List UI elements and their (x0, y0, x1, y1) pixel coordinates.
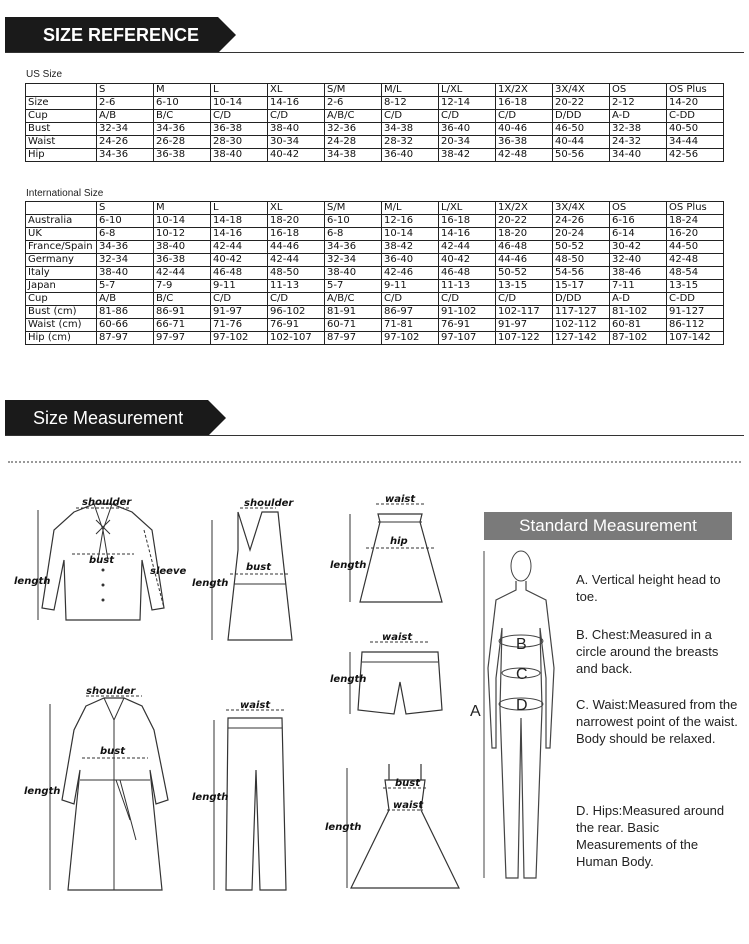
table-cell: 60-71 (325, 319, 382, 332)
size-measurement-banner (5, 400, 208, 436)
table-cell: 16-18 (268, 228, 325, 241)
shirt-shoulder-label: shoulder (82, 497, 132, 508)
table-cell: 42-44 (211, 241, 268, 254)
shirt-sleeve-label: sleeve (150, 566, 187, 577)
table-cell: 40-42 (268, 149, 325, 162)
table-cell: 87-97 (97, 332, 154, 345)
dotted-divider (8, 461, 741, 463)
pants-length-label: length (192, 792, 229, 803)
table-cell: OS Plus (667, 84, 724, 97)
note-a-text: Vertical height head to toe. (576, 572, 721, 604)
table-row (26, 267, 724, 280)
table-row (26, 110, 724, 123)
table-cell: 24-26 (553, 215, 610, 228)
table-cell: XL (268, 202, 325, 215)
table-cell: 36-38 (154, 149, 211, 162)
note-b-key: B. (576, 627, 589, 642)
table-cell: D/DD (553, 110, 610, 123)
table-cell: 42-44 (439, 241, 496, 254)
note-d (576, 802, 741, 870)
table-cell: 11-13 (268, 280, 325, 293)
row-label-cell (26, 84, 97, 97)
note-b-text: Chest:Measured in a circle around the breasts and back. (576, 627, 719, 676)
table-cell: 50-52 (496, 267, 553, 280)
table-cell: 6-10 (97, 215, 154, 228)
table-cell: 97-102 (382, 332, 439, 345)
us-size-caption: US Size (26, 69, 63, 80)
note-c (576, 696, 741, 747)
table-cell: 14-16 (268, 97, 325, 110)
vest-shoulder-label: shoulder (244, 498, 294, 509)
table-cell: C/D (382, 293, 439, 306)
table-cell: 40-46 (496, 123, 553, 136)
table-cell: 34-36 (97, 241, 154, 254)
vest-bust-label: bust (246, 562, 272, 573)
table-row (26, 254, 724, 267)
table-cell: C/D (211, 293, 268, 306)
row-label-cell: Australia (26, 215, 97, 228)
table-cell: 8-12 (382, 97, 439, 110)
note-d-text: Hips:Measured around the rear. Basic Measurements of the Human Body. (576, 803, 725, 869)
row-label-cell: Hip (cm) (26, 332, 97, 345)
table-cell: A/B/C (325, 293, 382, 306)
table-cell: 30-42 (610, 241, 667, 254)
table-cell: 34-40 (610, 149, 667, 162)
shirt-bust-label: bust (89, 555, 115, 566)
table-cell: 117-127 (553, 306, 610, 319)
table-row (26, 293, 724, 306)
table-cell: 28-30 (211, 136, 268, 149)
table-cell: 46-50 (553, 123, 610, 136)
row-label-cell: Hip (26, 149, 97, 162)
table-cell: 86-112 (667, 319, 724, 332)
table-cell: C-DD (667, 110, 724, 123)
row-label-cell: France/Spain (26, 241, 97, 254)
table-cell: 3X/4X (553, 202, 610, 215)
row-label-cell: Bust (26, 123, 97, 136)
table-row (26, 136, 724, 149)
table-cell: 28-32 (382, 136, 439, 149)
table-row (26, 319, 724, 332)
vest-diagram (190, 490, 320, 645)
table-cell: 18-24 (667, 215, 724, 228)
table-cell: 38-40 (211, 149, 268, 162)
table-cell: 11-13 (439, 280, 496, 293)
table-cell: 42-48 (496, 149, 553, 162)
table-cell: C/D (439, 110, 496, 123)
table-cell: 13-15 (496, 280, 553, 293)
table-cell: 6-8 (325, 228, 382, 241)
table-row (26, 228, 724, 241)
table-cell: C-DD (667, 293, 724, 306)
row-label-cell: Cup (26, 293, 97, 306)
note-c-text: Waist:Measured from the narrowest point of the waist. Body should be relaxed. (576, 697, 738, 746)
table-cell: C/D (496, 110, 553, 123)
table-cell: 12-14 (439, 97, 496, 110)
table-cell: 50-56 (553, 149, 610, 162)
table-cell: D/DD (553, 293, 610, 306)
table-cell: 24-26 (97, 136, 154, 149)
table-cell: 50-52 (553, 241, 610, 254)
table-cell: 42-48 (667, 254, 724, 267)
table-cell: 20-24 (553, 228, 610, 241)
note-d-key: D. (576, 803, 589, 818)
table-cell: C/D (268, 293, 325, 306)
table-cell: A-D (610, 293, 667, 306)
table-cell: 96-102 (268, 306, 325, 319)
size-reference-title: SIZE REFERENCE (43, 25, 200, 45)
table-row (26, 332, 724, 345)
table-cell: 91-97 (496, 319, 553, 332)
table-cell: 38-42 (382, 241, 439, 254)
table-cell: 66-71 (154, 319, 211, 332)
table-cell: 40-42 (211, 254, 268, 267)
table-cell: 14-16 (439, 228, 496, 241)
table-cell: 10-14 (382, 228, 439, 241)
table-cell: S (97, 202, 154, 215)
row-label-cell: Size (26, 97, 97, 110)
table-cell: 38-40 (268, 123, 325, 136)
coat-diagram (20, 680, 190, 900)
pants-waist-label: waist (240, 700, 271, 711)
table-cell: 38-40 (97, 267, 154, 280)
table-cell: 91-97 (211, 306, 268, 319)
table-cell: M (154, 202, 211, 215)
table-cell: 127-142 (553, 332, 610, 345)
dress-bust-label: bust (395, 778, 421, 789)
table-cell: 6-10 (325, 215, 382, 228)
table-cell: 2-12 (610, 97, 667, 110)
table-cell: 44-50 (667, 241, 724, 254)
skirt-hip-label: hip (390, 536, 408, 547)
table-cell: A/B (97, 110, 154, 123)
row-label-cell: Italy (26, 267, 97, 280)
table-cell: M/L (382, 202, 439, 215)
table-cell: 34-44 (667, 136, 724, 149)
table-cell: 5-7 (97, 280, 154, 293)
table-cell: 76-91 (268, 319, 325, 332)
table-row (26, 149, 724, 162)
row-label-cell: Japan (26, 280, 97, 293)
table-cell: OS Plus (667, 202, 724, 215)
size-measurement-title: Size Measurement (33, 408, 184, 428)
table-cell: L/XL (439, 84, 496, 97)
table-cell: 14-16 (211, 228, 268, 241)
table-cell: 34-36 (97, 149, 154, 162)
table-cell: 44-46 (496, 254, 553, 267)
table-cell: 32-34 (97, 254, 154, 267)
table-cell: 36-38 (211, 123, 268, 136)
table-cell: 102-117 (496, 306, 553, 319)
table-cell: 42-44 (154, 267, 211, 280)
table-cell: 14-20 (667, 97, 724, 110)
table-cell: 32-36 (325, 123, 382, 136)
dress-length-label: length (325, 822, 362, 833)
table-cell: 38-40 (325, 267, 382, 280)
table-cell: 36-38 (154, 254, 211, 267)
table-cell: 71-76 (211, 319, 268, 332)
row-label-cell (26, 202, 97, 215)
table-cell: 16-18 (439, 215, 496, 228)
table-cell: 13-15 (667, 280, 724, 293)
table-cell: 48-50 (553, 254, 610, 267)
row-label-cell: Germany (26, 254, 97, 267)
table-cell: 81-86 (97, 306, 154, 319)
table-cell: 18-20 (268, 215, 325, 228)
table-cell: 1X/2X (496, 84, 553, 97)
table-cell: 9-11 (382, 280, 439, 293)
table-cell: 40-42 (439, 254, 496, 267)
pants-diagram (190, 700, 320, 900)
standard-measurement-title: Standard Measurement (484, 512, 732, 540)
table-cell: 32-34 (97, 123, 154, 136)
table-cell: 48-54 (667, 267, 724, 280)
row-label-cell: Waist (26, 136, 97, 149)
table-cell: 36-40 (382, 149, 439, 162)
table-cell: 32-38 (610, 123, 667, 136)
shorts-length-label: length (330, 674, 367, 685)
dress-diagram (325, 750, 465, 900)
table-cell: 10-14 (154, 215, 211, 228)
table-cell: 34-38 (325, 149, 382, 162)
table-cell: 16-20 (667, 228, 724, 241)
table-cell: 34-36 (325, 241, 382, 254)
table-cell: 3X/4X (553, 84, 610, 97)
coat-shoulder-label: shoulder (86, 686, 136, 697)
table-cell: 24-32 (610, 136, 667, 149)
table-cell: OS (610, 202, 667, 215)
table-cell: 86-91 (154, 306, 211, 319)
shirt-diagram (14, 490, 194, 640)
table-cell: 7-11 (610, 280, 667, 293)
note-a-key: A. (576, 572, 589, 587)
dress-waist-label: waist (393, 800, 424, 811)
table-row (26, 241, 724, 254)
table-cell: 81-91 (325, 306, 382, 319)
table-cell: XL (268, 84, 325, 97)
table-cell: 20-34 (439, 136, 496, 149)
table-cell: 38-42 (439, 149, 496, 162)
table-row (26, 123, 724, 136)
table-cell: M/L (382, 84, 439, 97)
table-cell: 42-46 (382, 267, 439, 280)
table-cell: 91-102 (439, 306, 496, 319)
table-cell: 16-18 (496, 97, 553, 110)
table-cell: 60-81 (610, 319, 667, 332)
row-label-cell: UK (26, 228, 97, 241)
table-cell: 87-102 (610, 332, 667, 345)
table-cell: 2-6 (97, 97, 154, 110)
table-cell: 9-11 (211, 280, 268, 293)
table-cell: 36-40 (439, 123, 496, 136)
table-cell: 15-17 (553, 280, 610, 293)
row-label-cell: Waist (cm) (26, 319, 97, 332)
body-letter-b: B (516, 636, 527, 653)
table-cell: A-D (610, 110, 667, 123)
body-letter-c: C (516, 666, 528, 683)
table-cell: OS (610, 84, 667, 97)
table-cell: 32-34 (325, 254, 382, 267)
table-cell: L (211, 202, 268, 215)
size-reference-banner (5, 17, 218, 53)
table-cell: 34-36 (154, 123, 211, 136)
table-cell: 6-8 (97, 228, 154, 241)
table-cell: 38-46 (610, 267, 667, 280)
shorts-waist-label: waist (382, 632, 413, 643)
row-label-cell: Bust (cm) (26, 306, 97, 319)
table-cell: 6-10 (154, 97, 211, 110)
table-cell: 87-97 (325, 332, 382, 345)
table-cell: 86-97 (382, 306, 439, 319)
table-cell: 54-56 (553, 267, 610, 280)
body-letter-d: D (516, 697, 528, 714)
human-body-diagram (466, 548, 566, 893)
note-c-key: C. (576, 697, 589, 712)
table-cell: B/C (154, 110, 211, 123)
table-cell: 91-127 (667, 306, 724, 319)
international-size-table (25, 201, 724, 345)
coat-length-label: length (24, 786, 61, 797)
table-cell: 36-40 (382, 254, 439, 267)
shorts-diagram (330, 630, 455, 720)
table-cell: 38-40 (154, 241, 211, 254)
divider (5, 435, 744, 436)
row-label-cell: Cup (26, 110, 97, 123)
table-cell: C/D (211, 110, 268, 123)
table-cell: C/D (268, 110, 325, 123)
coat-bust-label: bust (100, 746, 126, 757)
table-cell: 97-107 (439, 332, 496, 345)
note-a (576, 571, 741, 605)
table-cell: 42-56 (667, 149, 724, 162)
table-cell: 36-38 (496, 136, 553, 149)
table-row (26, 215, 724, 228)
table-cell: 32-40 (610, 254, 667, 267)
table-header-row (26, 202, 724, 215)
table-cell: A/B/C (325, 110, 382, 123)
table-cell: 34-38 (382, 123, 439, 136)
table-cell: 97-97 (154, 332, 211, 345)
table-cell: 81-102 (610, 306, 667, 319)
table-cell: 46-48 (496, 241, 553, 254)
table-cell: 44-46 (268, 241, 325, 254)
us-size-table (25, 83, 724, 162)
table-cell: S (97, 84, 154, 97)
skirt-waist-label: waist (385, 494, 416, 505)
table-cell: 18-20 (496, 228, 553, 241)
table-cell: C/D (382, 110, 439, 123)
skirt-diagram (330, 492, 450, 612)
table-cell: M (154, 84, 211, 97)
table-cell: 42-44 (268, 254, 325, 267)
table-cell: 6-16 (610, 215, 667, 228)
vest-length-label: length (192, 578, 229, 589)
table-cell: 10-14 (211, 97, 268, 110)
table-cell: 2-6 (325, 97, 382, 110)
table-cell: A/B (97, 293, 154, 306)
table-cell: 76-91 (439, 319, 496, 332)
body-letter-a: A (470, 703, 481, 720)
table-cell: 107-122 (496, 332, 553, 345)
table-cell: 30-34 (268, 136, 325, 149)
table-cell: 97-102 (211, 332, 268, 345)
table-cell: 102-112 (553, 319, 610, 332)
table-cell: 48-50 (268, 267, 325, 280)
international-size-caption: International Size (26, 188, 104, 199)
table-cell: B/C (154, 293, 211, 306)
table-header-row (26, 84, 724, 97)
table-cell: C/D (439, 293, 496, 306)
table-cell: 14-18 (211, 215, 268, 228)
table-cell: 1X/2X (496, 202, 553, 215)
table-cell: 24-28 (325, 136, 382, 149)
table-cell: 107-142 (667, 332, 724, 345)
table-cell: 20-22 (496, 215, 553, 228)
table-cell: 60-66 (97, 319, 154, 332)
table-cell: 26-28 (154, 136, 211, 149)
table-cell: 71-81 (382, 319, 439, 332)
table-cell: 46-48 (439, 267, 496, 280)
table-row (26, 97, 724, 110)
table-cell: L/XL (439, 202, 496, 215)
table-cell: 7-9 (154, 280, 211, 293)
table-cell: L (211, 84, 268, 97)
table-cell: 6-14 (610, 228, 667, 241)
table-row (26, 306, 724, 319)
table-cell: 40-44 (553, 136, 610, 149)
table-cell: S/M (325, 202, 382, 215)
table-cell: 102-107 (268, 332, 325, 345)
table-cell: 10-12 (154, 228, 211, 241)
table-cell: S/M (325, 84, 382, 97)
table-row (26, 280, 724, 293)
divider (5, 52, 744, 53)
table-cell: 5-7 (325, 280, 382, 293)
table-cell: 12-16 (382, 215, 439, 228)
skirt-length-label: length (330, 560, 367, 571)
table-cell: 46-48 (211, 267, 268, 280)
shirt-length-label: length (14, 576, 51, 587)
table-cell: C/D (496, 293, 553, 306)
note-b (576, 626, 741, 677)
table-cell: 40-50 (667, 123, 724, 136)
table-cell: 20-22 (553, 97, 610, 110)
